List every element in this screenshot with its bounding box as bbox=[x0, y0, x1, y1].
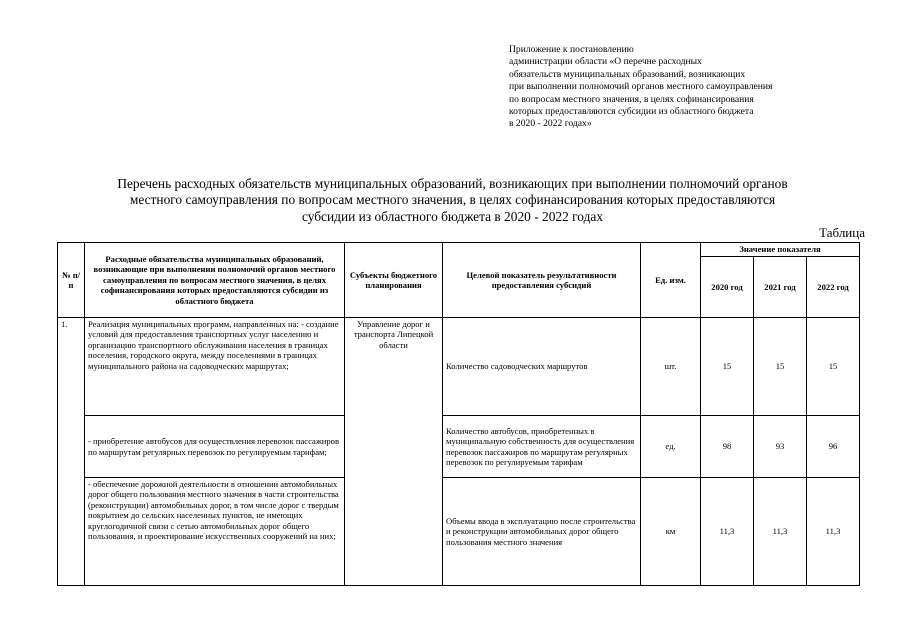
subject-cell: Управление дорог и транспорта Липецкой области bbox=[345, 318, 443, 586]
unit-cell: км bbox=[641, 478, 701, 586]
appendix-line: в 2020 - 2022 годах» bbox=[509, 118, 592, 130]
header-year-2020: 2020 год bbox=[701, 257, 754, 318]
appendix-line: которых предоставляются субсидии из областного бюджета bbox=[509, 106, 754, 118]
appendix-line: по вопросам местного значения, в целях софинансирования bbox=[509, 93, 754, 105]
table-row bbox=[58, 478, 860, 586]
obligation-cell: - обеспечение дорожной деятельности в отношении автомобильных дорог общего пользования местного значения в части строительства (реконструкции) автомобильных дорог, в том числе дорог с твердым покрытием до сельских населенных пунктов, не имеющих круглогодичной связи с сетью автомобильных дорог общего пользования, и проектирование искусственных сооружений на них; bbox=[85, 478, 345, 586]
value-2020: 11,3 bbox=[701, 478, 754, 586]
title-line: местного самоуправления по вопросам местного значения, в целях софинансирования которых предоставляются bbox=[129, 192, 776, 208]
title-line: субсидии из областного бюджета в 2020 - 2022 годах bbox=[301, 208, 604, 224]
value-2022: 15 bbox=[807, 318, 860, 416]
table-row bbox=[58, 318, 860, 416]
appendix-line: при выполнении полномочий органов местного самоуправления bbox=[509, 81, 773, 93]
title-line: Перечень расходных обязательств муниципальных образований, возникающих при выполнении полномочий органов bbox=[117, 176, 788, 191]
indicator-cell: Количество садоводческих маршрутов bbox=[443, 318, 641, 416]
obligations-table bbox=[57, 242, 860, 586]
row-number: 1. bbox=[58, 318, 85, 586]
indicator-cell: Объемы ввода в эксплуатацию после строительства и реконструкции автомобильных дорог общего пользования местного значения bbox=[443, 478, 641, 586]
value-2022: 11,3 bbox=[807, 478, 860, 586]
value-2021: 93 bbox=[754, 416, 807, 478]
header-indicator: Целевой показатель результативности предоставления субсидий bbox=[443, 243, 641, 318]
obligation-cell: - приобретение автобусов для осуществления перевозок пассажиров по маршрутам регулярных перевозок по регулируемым тарифам; bbox=[85, 416, 345, 478]
indicator-cell: Количество автобусов, приобретенных в муниципальную собственность для осуществления перевозок пассажиров по маршрутам регулярных перевозок по регулируемым тарифам bbox=[443, 416, 641, 478]
appendix-line: Приложение к постановлению bbox=[509, 44, 634, 55]
value-2020: 15 bbox=[701, 318, 754, 416]
header-year-2021: 2021 год bbox=[754, 257, 807, 318]
header-subjects: Субъекты бюджетного планирования bbox=[345, 243, 443, 318]
header-num: № п/п bbox=[58, 243, 85, 318]
unit-cell: шт. bbox=[641, 318, 701, 416]
header-unit: Ед. изм. bbox=[641, 243, 701, 318]
document-title bbox=[60, 176, 845, 225]
value-2021: 15 bbox=[754, 318, 807, 416]
value-2022: 96 bbox=[807, 416, 860, 478]
value-2020: 98 bbox=[701, 416, 754, 478]
obligation-cell: Реализация муниципальных программ, направленных на: - создание условий для предоставления транспортных услуг населению и организацию транспортного обслуживания населения в границах поселения, городского округа, между поселениями в границах муниципального района на садоводческих маршрутах; bbox=[85, 318, 345, 416]
header-obligations: Расходные обязательства муниципальных образований, возникающие при выполнении полномочий органов местного самоуправления по вопросам местного значения, в целях софинансирования которых предоставляются субсидии из областного бюджета bbox=[85, 243, 345, 318]
header-value-group: Значение показателя bbox=[701, 243, 860, 257]
table-row bbox=[58, 416, 860, 478]
value-2021: 11,3 bbox=[754, 478, 807, 586]
appendix-line: администрации области «О перечне расходных bbox=[509, 56, 702, 68]
unit-cell: ед. bbox=[641, 416, 701, 478]
header-year-2022: 2022 год bbox=[807, 257, 860, 318]
table-label: Таблица bbox=[819, 225, 865, 240]
appendix-line: обязательств муниципальных образований, возникающих bbox=[509, 68, 746, 80]
appendix-header bbox=[509, 44, 849, 131]
